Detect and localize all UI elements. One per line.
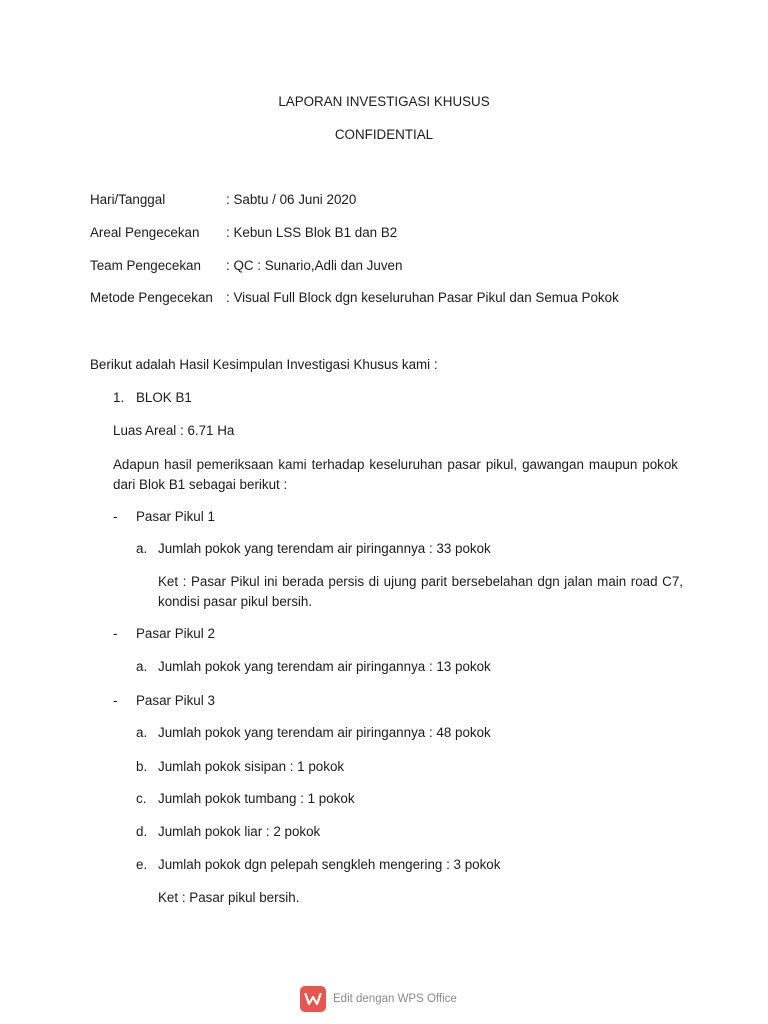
list-bullet: - — [113, 626, 118, 641]
meta-value-team: : QC : Sunario,Adli dan Juven — [226, 258, 403, 273]
item-marker: e. — [136, 857, 148, 872]
list-item: Jumlah pokok sisipan : 1 pokok — [158, 759, 345, 774]
meta-key-team: Team Pengecekan — [90, 258, 201, 273]
pasar-pikul-title: Pasar Pikul 1 — [136, 509, 215, 524]
meta-key-area: Areal Pengecekan — [90, 225, 200, 240]
item-marker: a. — [136, 541, 148, 556]
meta-value-area: : Kebun LSS Blok B1 dan B2 — [226, 225, 398, 240]
wps-edit-link[interactable] — [300, 985, 457, 1013]
list-item: Jumlah pokok liar : 2 pokok — [158, 824, 321, 839]
meta-key-date: Hari/Tanggal — [90, 192, 166, 207]
pasar-pikul-title: Pasar Pikul 3 — [136, 693, 215, 708]
item-marker: a. — [136, 659, 148, 674]
list-bullet: - — [113, 693, 118, 708]
meta-value-method: : Visual Full Block dgn keseluruhan Pasar Pikul dan Semua Pokok — [226, 290, 619, 305]
meta-key-method: Metode Pengecekan — [90, 290, 213, 305]
meta-value-date: : Sabtu / 06 Juni 2020 — [226, 192, 357, 207]
note-text: Ket : Pasar pikul bersih. — [158, 890, 300, 905]
section-paragraph: Adapun hasil pemeriksaan kami terhadap keseluruhan pasar pikul, gawangan maupun pokok dari Blok B1 sebagai berikut : — [113, 457, 678, 492]
wps-office-icon — [300, 986, 326, 1012]
wps-edit-label[interactable]: Edit dengan WPS Office — [333, 993, 457, 1005]
item-marker: a. — [136, 725, 148, 740]
wps-w-glyph — [304, 991, 322, 1007]
list-item: Jumlah pokok yang terendam air piringannya : 13 pokok — [158, 659, 491, 674]
list-item: Jumlah pokok yang terendam air piringannya : 48 pokok — [158, 725, 491, 740]
item-marker: b. — [136, 759, 148, 774]
item-marker: d. — [136, 824, 148, 839]
pasar-pikul-title: Pasar Pikul 2 — [136, 626, 215, 641]
list-item: Jumlah pokok dgn pelepah sengkleh mengering : 3 pokok — [158, 857, 501, 872]
list-item: Jumlah pokok yang terendam air piringannya : 33 pokok — [158, 541, 491, 556]
item-marker: c. — [136, 791, 147, 806]
document-title: LAPORAN INVESTIGASI KHUSUS — [278, 94, 490, 109]
list-bullet: - — [113, 509, 118, 524]
intro-text: Berikut adalah Hasil Kesimpulan Investigasi Khusus kami : — [90, 357, 438, 372]
note-text: Ket : Pasar Pikul ini berada persis di ujung parit bersebelahan dgn jalan main road C7, kondisi pasar pikul bersih. — [158, 574, 683, 609]
list-item: Jumlah pokok tumbang : 1 pokok — [158, 791, 355, 806]
section-title: BLOK B1 — [136, 390, 192, 405]
area-size: Luas Areal : 6.71 Ha — [113, 423, 235, 438]
section-number: 1. — [113, 390, 125, 405]
confidential-label: CONFIDENTIAL — [334, 127, 434, 142]
